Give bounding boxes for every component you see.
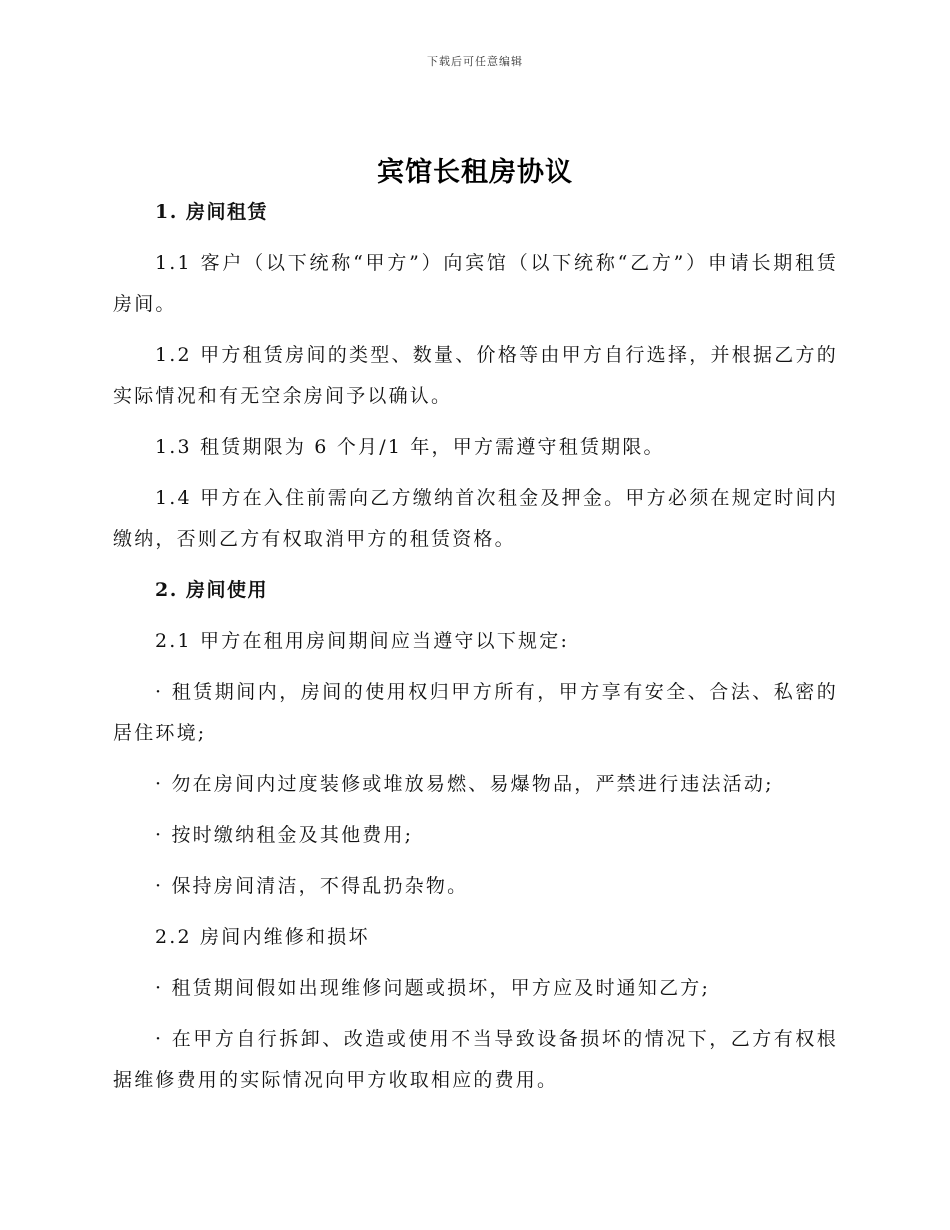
- document-title: 宾馆长租房协议: [377, 157, 573, 188]
- clause-1-2: 1.2 甲方租赁房间的类型、数量、价格等由甲方自行选择，并根据乙方的实际情况和有无空余房间予以确认。: [113, 344, 838, 407]
- bullet-item: · 在甲方自行拆卸、改造或使用不当导致设备损坏的情况下，乙方有权根据维修费用的实际情况向甲方收取相应的费用。: [113, 1028, 838, 1091]
- bullet-item: · 保持房间清洁，不得乱扔杂物。: [155, 875, 469, 897]
- bullet-item: · 租赁期间内，房间的使用权归甲方所有，甲方享有安全、合法、私密的居住环境;: [113, 681, 838, 744]
- clause-1-1: 1.1 客户（以下统称“甲方”）向宾馆（以下统称“乙方”）申请长期租赁房间。: [113, 252, 838, 315]
- bullet-item: · 按时缴纳租金及其他费用;: [155, 824, 414, 846]
- clause-1-4: 1.4 甲方在入住前需向乙方缴纳首次租金及押金。甲方必须在规定时间内缴纳，否则乙方有权取消甲方的租赁资格。: [113, 487, 838, 550]
- clause-2-2: 2.2 房间内维修和损坏: [155, 926, 370, 948]
- bullet-item: · 勿在房间内过度装修或堆放易燃、易爆物品，严禁进行违法活动;: [155, 773, 774, 795]
- section-heading-2: 2. 房间使用: [155, 579, 268, 601]
- section-heading-1: 1. 房间租赁: [155, 201, 268, 223]
- bullet-item: · 租赁期间假如出现维修问题或损坏，甲方应及时通知乙方;: [155, 977, 711, 999]
- clause-2-1: 2.1 甲方在租用房间期间应当遵守以下规定:: [155, 630, 570, 652]
- document-body: [113, 192, 838, 1111]
- clause-1-3: 1.3 租赁期限为 6 个月/1 年，甲方需遵守租赁期限。: [155, 436, 665, 458]
- header-note: 下载后可任意编辑: [427, 55, 523, 68]
